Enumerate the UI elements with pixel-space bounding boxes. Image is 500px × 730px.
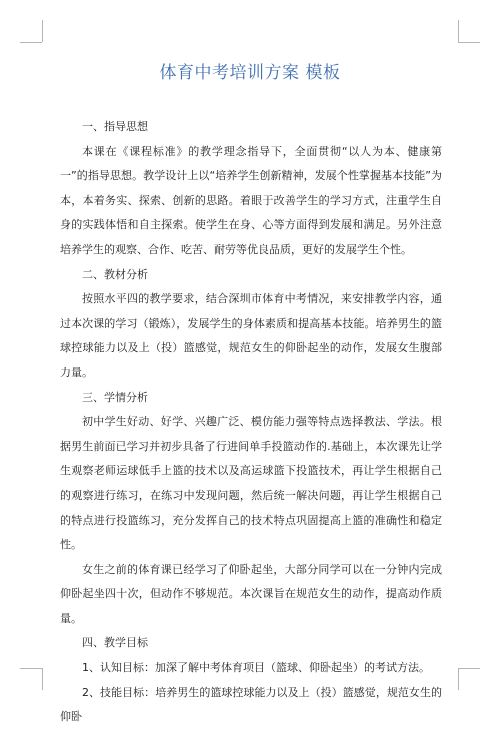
section-heading-teaching-goals: 四、教学目标 [82, 636, 148, 650]
document-title: 体育中考培训方案 模板 [159, 63, 341, 83]
document-body [60, 115, 442, 730]
paragraph-skill-goal: 2、技能目标：培养男生的篮球控球能力以及上（投）篮感觉，规范女生的仰卧 [60, 685, 442, 724]
crop-mark-top-left [20, 42, 42, 43]
paragraph-material-analysis: 按照水平四的教学要求，结合深圳市体育中考情况，来安排教学内容，通过本次课的学习（锻炼），发展学生的身体素质和提高基本技能。培养男生的篮球控球能力以及上（投）篮感觉，规范女生的仰卧起坐的动作，发展女生腹部力量。 [60, 292, 442, 379]
paragraph-cognitive-goal: 1、认知目标：加深了解中考体育项目（篮球、仰卧起坐）的考试方法。 [82, 661, 430, 675]
crop-mark-top-right [458, 20, 459, 42]
section-heading-material-analysis: 二、教材分析 [82, 267, 148, 281]
crop-mark-bottom-left [42, 668, 43, 690]
section-heading-student-analysis: 三、学情分析 [82, 390, 148, 404]
crop-mark-top-right [458, 42, 480, 43]
paragraph-student-analysis-girls: 女生之前的体育课已经学习了仰卧起坐，大部分同学可以在一分钟内完成仰卧起坐四十次，但动作不够规范。本次课旨在规范女生的动作，提高动作质量。 [60, 562, 442, 625]
crop-mark-bottom-left [20, 668, 42, 669]
crop-mark-top-left [42, 20, 43, 42]
paragraph-student-analysis-boys: 初中学生好动、好学、兴趣广泛、模仿能力强等特点选择教法、学法。根据男生前面已学习并初步具备了行进间单手投篮动作的.基础上，本次课先让学生观察老师运球低手上篮的技术以及高运球篮下投篮技术，再让学生根据自己的观察进行练习，在练习中发现问题，然后统一解决问题，再让学生根据自己的特点进行投篮练习，充分发挥自己的技术特点巩固提高上篮的准确性和稳定性。 [60, 415, 442, 552]
section-heading-guiding-thought: 一、指导思想 [82, 120, 148, 133]
crop-mark-bottom-right [458, 668, 459, 690]
crop-mark-bottom-right [458, 668, 480, 669]
paragraph-guiding-thought: 本课在《课程标准》的教学理念指导下，全面贯彻“以人为本、健康第一”的指导思想。教学设计上以“培养学生创新精神，发展个性掌握基本技能”为本，本着务实、探索、创新的思路。着眼于改善学生的学习方式，注重学生自身的实践体悟和自主探索。使学生在身、心等方面得到发展和满足。另外注意培养学生的观察、合作、吃苦、耐劳等优良品质，更好的发展学生个性。 [60, 144, 442, 256]
